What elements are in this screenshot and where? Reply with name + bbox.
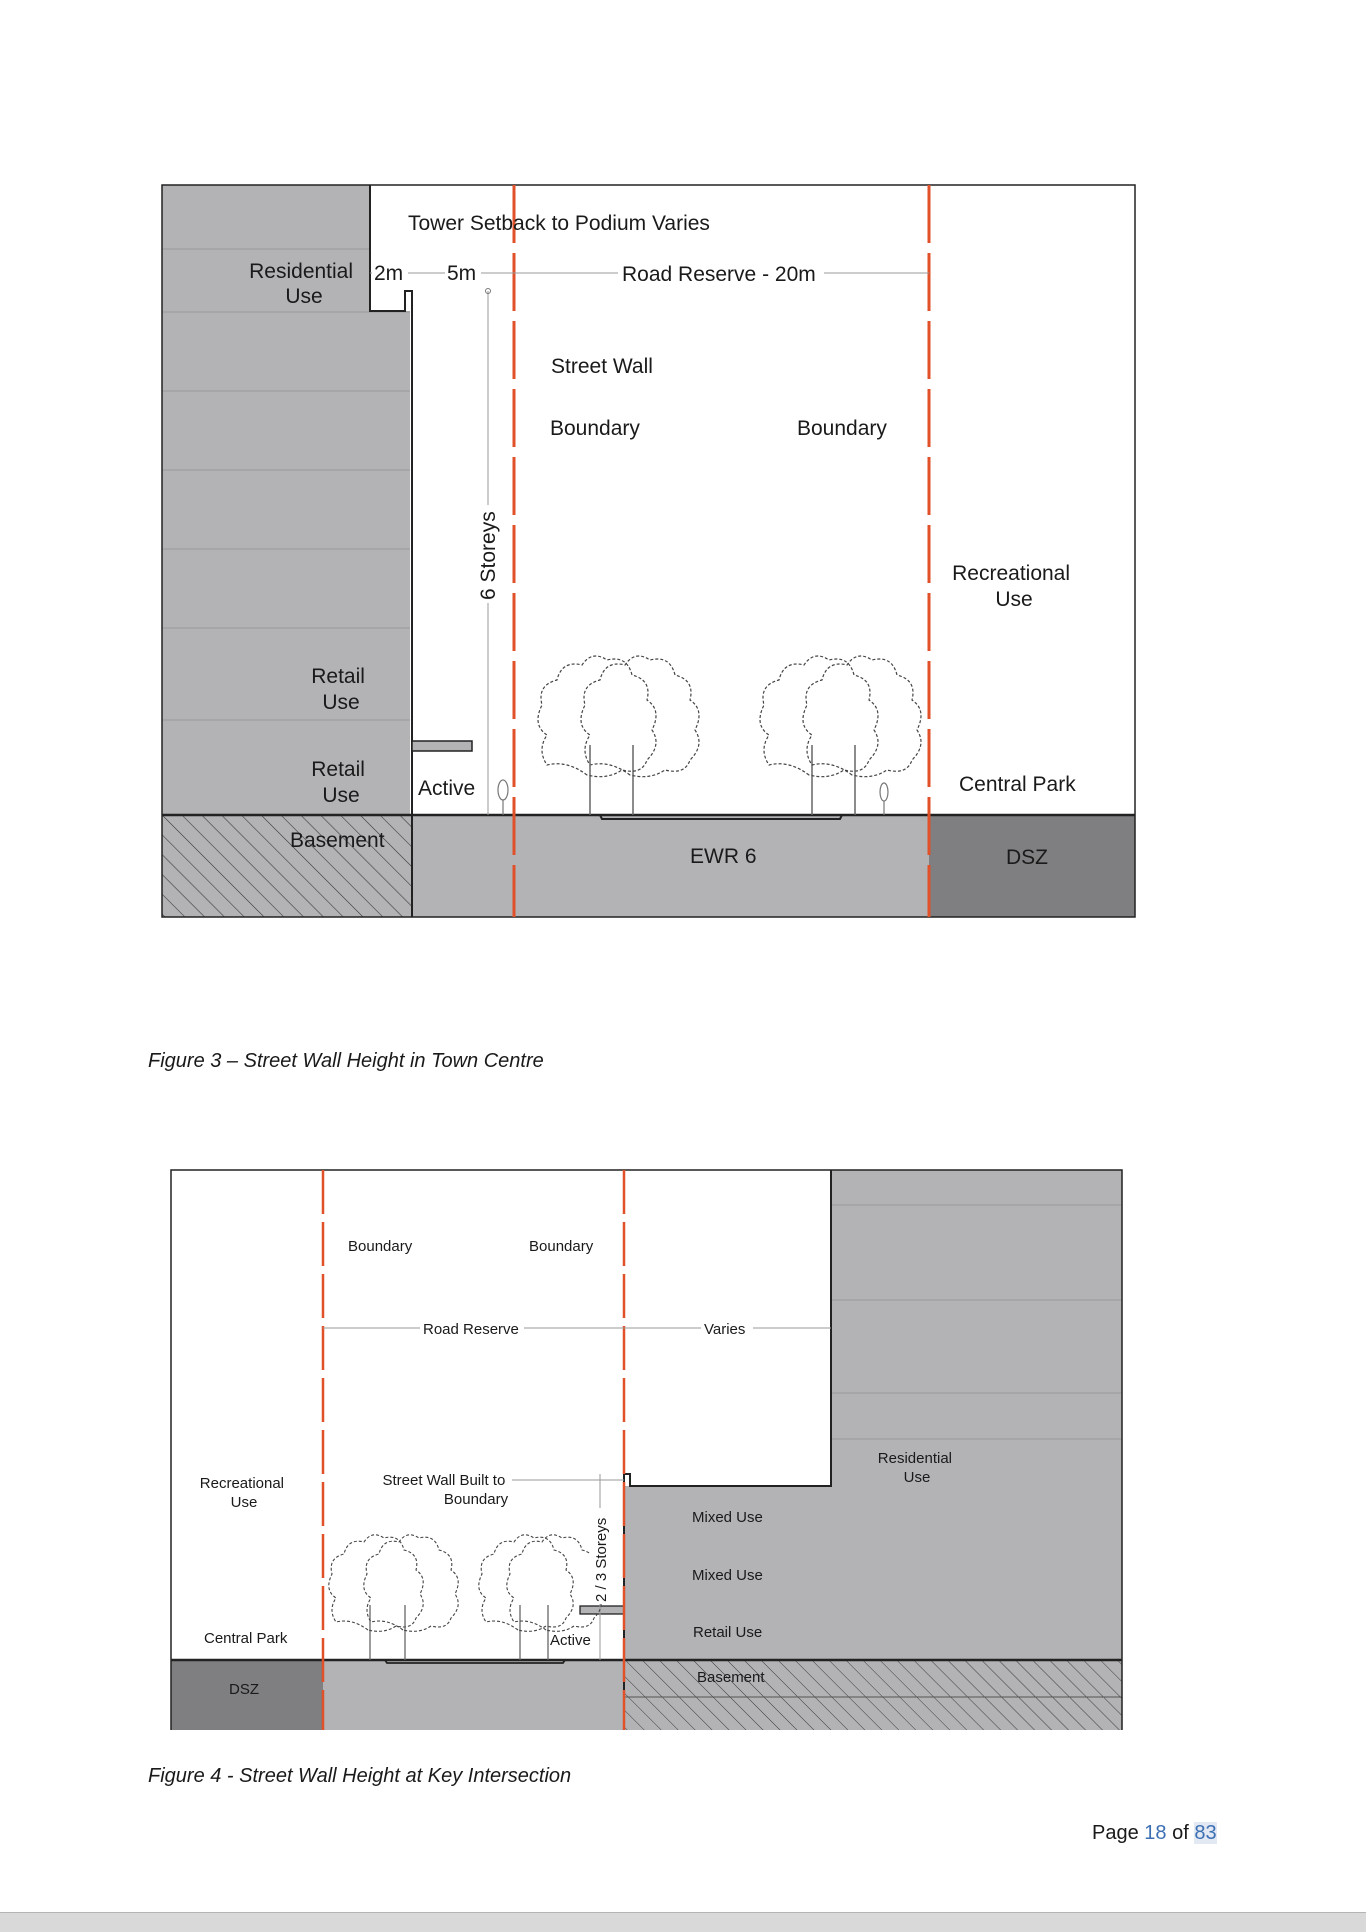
residential-use-label: Residential Use bbox=[249, 260, 354, 308]
tree-1-fig4 bbox=[329, 1535, 423, 1660]
residential-use-label-fig4: Residential Use bbox=[877, 1450, 953, 1486]
mixed-use-upper-label-fig4: Mixed Use bbox=[692, 1509, 763, 1526]
road-reserve-label: Road Reserve - 20m bbox=[622, 263, 816, 286]
pedestrian-icon bbox=[498, 780, 888, 815]
road-reserve-label-fig4: Road Reserve bbox=[423, 1321, 519, 1338]
recreational-use-label-fig4: Recreational Use bbox=[199, 1475, 285, 1511]
central-park-label: Central Park bbox=[959, 773, 1076, 796]
retail-use-label-fig4: Retail Use bbox=[693, 1624, 763, 1641]
basement-label-fig4: Basement bbox=[697, 1669, 765, 1686]
recreational-use-label: Recreational Use bbox=[952, 562, 1071, 611]
central-park-label-fig4: Central Park bbox=[204, 1630, 288, 1647]
basement-label: Basement bbox=[290, 829, 385, 852]
page-indicator bbox=[1092, 1822, 1217, 1845]
boundary-left-label: Boundary bbox=[550, 417, 640, 440]
storeys-label: 6 Storeys bbox=[477, 511, 500, 600]
figure-4-diagram bbox=[0, 1150, 1366, 1730]
tree-4 bbox=[803, 656, 921, 815]
storeys-label-fig4: 2 / 3 Storeys bbox=[593, 1517, 610, 1602]
figure-3-caption: Figure 3 – Street Wall Height in Town Centre bbox=[148, 1050, 544, 1072]
page-prefix: Page bbox=[1092, 1822, 1139, 1844]
retail-use-lower-label: Retail Use bbox=[311, 758, 365, 807]
figure-3-diagram bbox=[0, 0, 1366, 930]
active-label-fig4: Active bbox=[550, 1632, 591, 1649]
tower-setback-label: Tower Setback to Podium Varies bbox=[408, 212, 710, 235]
tree-2 bbox=[760, 656, 878, 815]
street-awning bbox=[412, 741, 472, 751]
road-ground-fig4 bbox=[323, 1660, 624, 1730]
retail-use-upper-label: Retail Use bbox=[311, 665, 365, 714]
mixed-use-lower-label-fig4: Mixed Use bbox=[692, 1567, 763, 1584]
bottom-scrollbar[interactable] bbox=[0, 1912, 1366, 1932]
dim-5m-label: 5m bbox=[447, 262, 477, 285]
street-wall-label-fig4: Street Wall Built to Boundary bbox=[382, 1472, 509, 1508]
dsz-label: DSZ bbox=[1006, 846, 1048, 869]
current-page-link[interactable]: 18 bbox=[1144, 1822, 1167, 1844]
tree-3 bbox=[538, 656, 656, 815]
active-label: Active bbox=[418, 777, 476, 800]
total-pages-link[interactable]: 83 bbox=[1194, 1822, 1217, 1844]
street-awning-fig4 bbox=[580, 1606, 624, 1614]
figure-4-caption: Figure 4 - Street Wall Height at Key Intersection bbox=[148, 1765, 572, 1787]
varies-label-fig4: Varies bbox=[704, 1321, 746, 1338]
residential-building-right bbox=[831, 1170, 1122, 1660]
ewr6-label: EWR 6 bbox=[690, 845, 757, 868]
ewr6-ground bbox=[412, 815, 929, 917]
boundary-left-label-fig4: Boundary bbox=[348, 1238, 413, 1255]
street-wall-label: Street Wall bbox=[551, 355, 653, 378]
dsz-label-fig4: DSZ bbox=[229, 1681, 259, 1698]
boundary-right-label-fig4: Boundary bbox=[529, 1238, 594, 1255]
tree-1 bbox=[581, 656, 699, 815]
page-of: of bbox=[1172, 1822, 1189, 1844]
boundary-right-label: Boundary bbox=[797, 417, 887, 440]
dim-2m-label: 2m bbox=[374, 262, 404, 285]
tree-2-fig4 bbox=[364, 1535, 458, 1660]
